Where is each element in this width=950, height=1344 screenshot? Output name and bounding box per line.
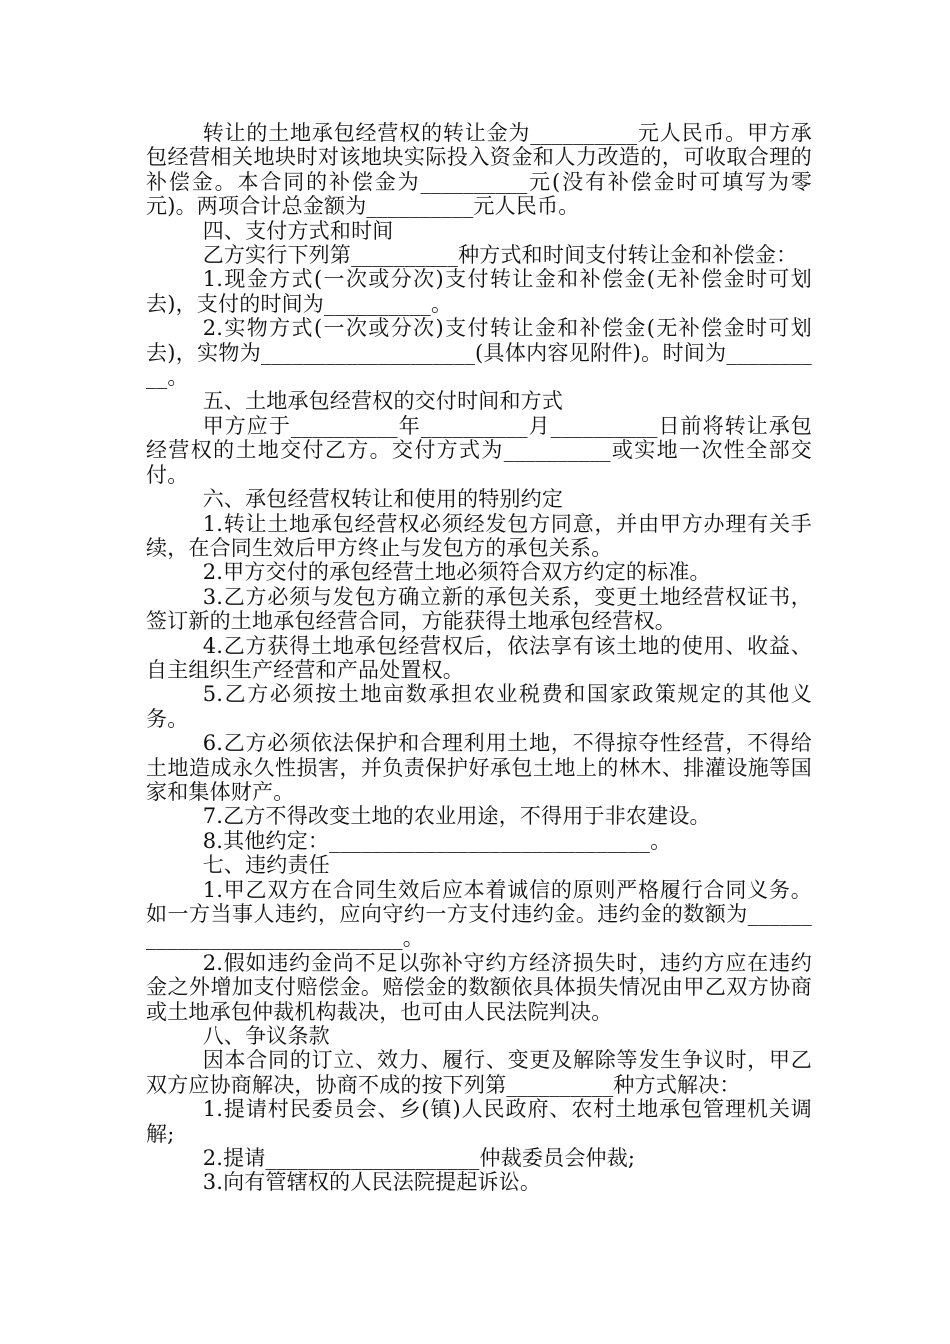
- paragraph-dispute-intro: 因本合同的订立、效力、履行、变更及解除等发生争议时，甲乙双方应协商解决，协商不成的按下列第__________种方式解决：: [146, 1048, 812, 1097]
- paragraph-term-7: 7.乙方不得改变土地的农业用途，不得用于非农建设。: [202, 804, 711, 829]
- paragraph-dispute-1: 1.提请村民委员会、乡(镇)人民政府、农村土地承包管理机关调解;: [146, 1097, 812, 1146]
- paragraph-delivery-date: 甲方应于__________年__________月__________日前将转让承包经营权的土地交付乙方。交付方式为__________或实地一次性全部交付。: [146, 413, 812, 487]
- paragraph-transfer-fee: 转让的土地承包经营权的转让金为__________元人民币。甲方承包经营相关地块时对该地块实际投入资金和人力改造的，可收取合理的补偿金。本合同的补偿金为__________元(没有补偿金时可填写为零元)。两项合计总金额为__________元人民币。: [146, 121, 812, 219]
- paragraph-liability-2: 2.假如违约金尚不足以弥补守约方经济损失时，违约方应在违约金之外增加支付赔偿金。赔偿金的数额依具体损失情况由甲乙双方协商或土地承包仲裁机构裁决，也可由人民法院判决。: [146, 950, 812, 1024]
- paragraph-dispute-3: 3.向有管辖权的人民法院提起诉讼。: [202, 1170, 542, 1195]
- paragraph-dispute-2: 2.提请____________________仲裁委员会仲裁;: [202, 1146, 636, 1171]
- paragraph-payment-in-kind: 2.实物方式(一次或分次)支付转让金和补偿金(无补偿金时可划去)，实物为____________________(具体内容见附件)。时间为__________。: [146, 316, 812, 390]
- section-heading-liability: 七、违约责任: [202, 853, 330, 878]
- contract-document: [146, 121, 812, 1195]
- paragraph-payment-choice: 乙方实行下列第__________种方式和时间支付转让金和补偿金：: [202, 243, 798, 268]
- paragraph-term-1: 1.转让土地承包经营权必须经发包方同意，并由甲方办理有关手续，在合同生效后甲方终止与发包方的承包关系。: [146, 511, 812, 560]
- paragraph-term-5: 5.乙方必须按土地亩数承担农业税费和国家政策规定的其他义务。: [146, 682, 812, 731]
- paragraph-term-8: 8.其他约定：______________________________。: [202, 828, 672, 853]
- section-heading-payment: 四、支付方式和时间: [202, 218, 394, 243]
- paragraph-term-3: 3.乙方必须与发包方确立新的承包关系，变更土地经营权证书，签订新的土地承包经营合同，方能获得土地承包经营权。: [146, 584, 812, 634]
- section-heading-dispute: 八、争议条款: [202, 1024, 330, 1049]
- section-heading-special-terms: 六、承包经营权转让和使用的特别约定: [202, 487, 564, 512]
- paragraph-liability-1: 1.甲乙双方在合同生效后应本着诚信的原则严格履行合同义务。如一方当事人违约，应向守约一方支付违约金。违约金的数额为______________________________。: [146, 877, 812, 951]
- paragraph-term-6: 6.乙方必须依法保护和合理利用土地，不得掠夺性经营，不得给土地造成永久性损害，并负责保护好承包土地上的林木、排灌设施等国家和集体财产。: [146, 731, 812, 804]
- paragraph-payment-cash: 1.现金方式(一次或分次)支付转让金和补偿金(无补偿金时可划去)，支付的时间为__________。: [146, 267, 812, 316]
- paragraph-term-4: 4.乙方获得土地承包经营权后，依法享有该土地的使用、收益、自主组织生产经营和产品处置权。: [146, 633, 812, 682]
- section-heading-delivery: 五、土地承包经营权的交付时间和方式: [202, 389, 564, 414]
- paragraph-term-2: 2.甲方交付的承包经营土地必须符合双方约定的标准。: [202, 560, 711, 585]
